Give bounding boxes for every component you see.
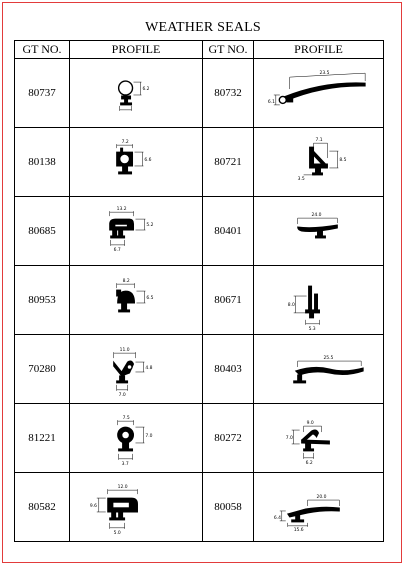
- seal-profile-80401: [254, 197, 383, 265]
- dim-label: 6.1: [267, 99, 275, 105]
- table-row: [15, 197, 384, 266]
- dim-label: 7.0: [118, 392, 126, 398]
- seal-profile-80582: [70, 473, 202, 541]
- dim-label: 25.5: [323, 356, 334, 362]
- dim-label: 4.8: [145, 366, 153, 371]
- dim-label: 6.5: [146, 296, 154, 302]
- seal-profile-70280: [70, 335, 202, 403]
- dim-label: 7.0: [145, 434, 153, 440]
- weather-seals-table: [14, 40, 384, 542]
- dim-label: 6.2: [305, 460, 313, 466]
- dim-label: 6.2: [142, 87, 150, 93]
- dim-label: 6.4: [273, 515, 281, 521]
- dim-label: 8.0: [287, 302, 295, 308]
- dim-label: 12.0: [117, 485, 128, 491]
- dim-label: 5.0: [113, 530, 121, 536]
- profile-drawing-80737: [70, 59, 203, 128]
- table-row: [15, 335, 384, 404]
- seal-profile-80685: [70, 197, 202, 265]
- profile-drawing-80671: [254, 266, 384, 335]
- dim-label: 9.0: [306, 421, 314, 427]
- seal-profile-80671: [254, 266, 383, 334]
- part-number-80737: 80737: [15, 59, 70, 128]
- profile-drawing-80721: [254, 128, 384, 197]
- dim-label: 8.2: [122, 279, 130, 285]
- profile-drawing-80953: [70, 266, 203, 335]
- dim-label: 3.5: [297, 176, 305, 182]
- dim-label: 11.0: [119, 348, 130, 354]
- seal-profile-80138: [70, 128, 202, 196]
- profile-drawing-80401: [254, 197, 384, 266]
- profile-drawing-80403: [254, 335, 384, 404]
- dim-label: 13.2: [116, 207, 127, 213]
- seal-profile-80058: [254, 473, 383, 541]
- part-number-80685: 80685: [15, 197, 70, 266]
- seal-profile-80403: [254, 335, 383, 403]
- dim-label: 7.5: [122, 416, 130, 422]
- part-number-80582: 80582: [15, 473, 70, 542]
- part-number-70280: 70280: [15, 335, 70, 404]
- dim-label: 20.0: [316, 495, 327, 501]
- dim-label: 8.5: [339, 158, 347, 164]
- page-title: WEATHER SEALS: [145, 20, 261, 35]
- seal-profile-80721: [254, 128, 383, 196]
- profile-drawing-80685: [70, 197, 203, 266]
- header-gt-no-left: GT NO.: [15, 41, 70, 59]
- part-number-80732: 80732: [203, 59, 254, 128]
- dim-label: 9.6: [89, 504, 97, 509]
- seal-profile-80732: [254, 59, 383, 127]
- table-row: [15, 404, 384, 473]
- catalog-sheet: [2, 2, 402, 563]
- dim-label: 7.1: [315, 138, 323, 144]
- header-gt-no-right: GT NO.: [203, 41, 254, 59]
- profile-drawing-80058: [254, 473, 384, 542]
- header-profile-left: PROFILE: [70, 41, 203, 59]
- profile-drawing-80138: [70, 128, 203, 197]
- part-number-80058: 80058: [203, 473, 254, 542]
- table-row: [15, 266, 384, 335]
- table-row: [15, 473, 384, 542]
- dim-label: 23.5: [319, 71, 330, 77]
- part-number-80721: 80721: [203, 128, 254, 197]
- table-row: [15, 59, 384, 128]
- part-number-80403: 80403: [203, 335, 254, 404]
- profile-drawing-80582: [70, 473, 203, 542]
- dim-label: 5.3: [308, 326, 316, 332]
- seal-profile-81221: [70, 404, 202, 472]
- header-profile-right: PROFILE: [254, 41, 384, 59]
- dim-label: 5.2: [146, 223, 154, 229]
- seal-profile-80953: [70, 266, 202, 334]
- part-number-81221: 81221: [15, 404, 70, 473]
- dim-label: 6.7: [113, 247, 121, 253]
- part-number-80401: 80401: [203, 197, 254, 266]
- dim-label: 15.6: [293, 527, 304, 533]
- dim-label: 7.0: [285, 435, 293, 441]
- dim-label: 6.6: [144, 158, 152, 164]
- part-number-80272: 80272: [203, 404, 254, 473]
- part-number-80138: 80138: [15, 128, 70, 197]
- profile-drawing-81221: [70, 404, 203, 473]
- dim-label: 7.2: [121, 140, 129, 146]
- seal-profile-80272: [254, 404, 383, 472]
- table-header-row: [15, 41, 384, 59]
- dim-label: 24.0: [311, 213, 322, 219]
- profile-drawing-80732: [254, 59, 384, 128]
- seal-profile-80737: [70, 59, 202, 127]
- profile-drawing-70280: [70, 335, 203, 404]
- part-number-80671: 80671: [203, 266, 254, 335]
- table-row: [15, 128, 384, 197]
- profile-drawing-80272: [254, 404, 384, 473]
- part-number-80953: 80953: [15, 266, 70, 335]
- dim-label: 3.7: [121, 461, 129, 467]
